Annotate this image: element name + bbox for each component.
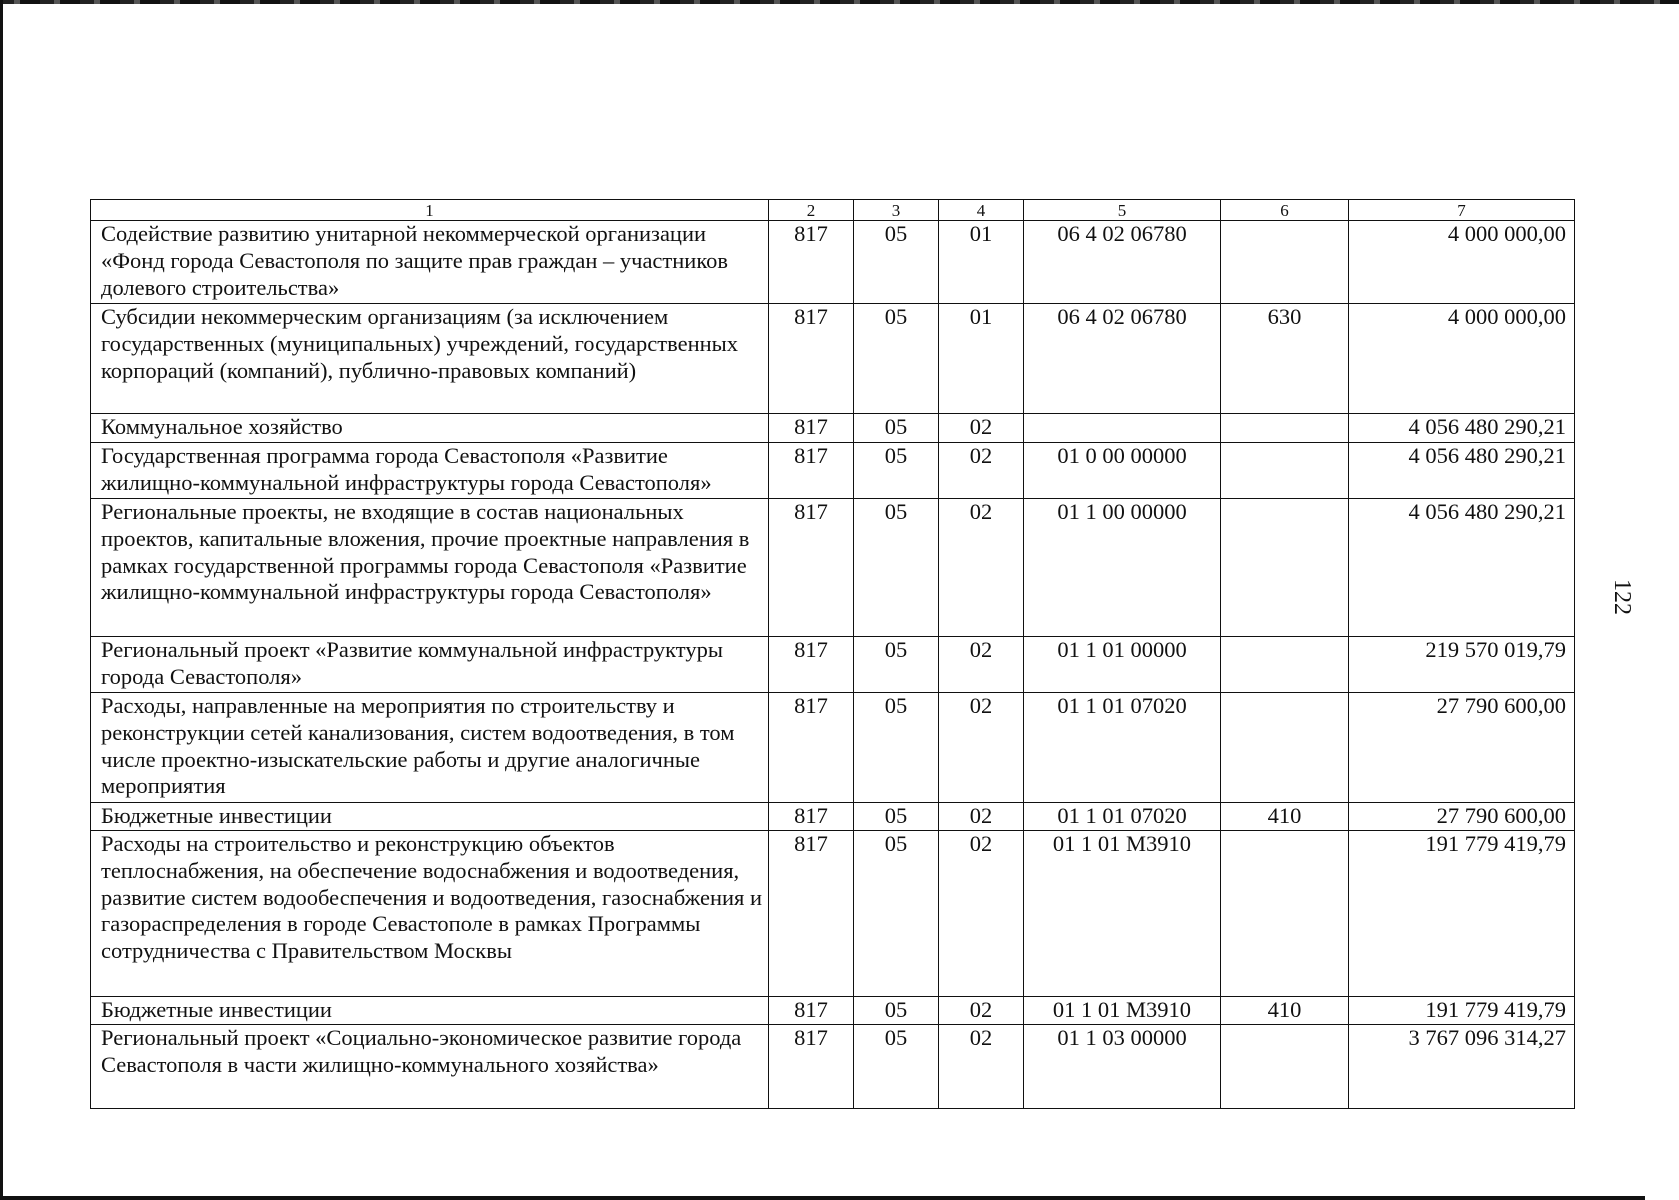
cell-code-3: 05 <box>854 443 939 499</box>
cell-code-5: 01 1 01 07020 <box>1024 803 1221 831</box>
table-row <box>91 414 1575 443</box>
table-row <box>91 997 1575 1025</box>
column-header: 6 <box>1221 200 1349 221</box>
column-header: 2 <box>769 200 854 221</box>
cell-code-4: 02 <box>939 1025 1024 1109</box>
table-row <box>91 221 1575 304</box>
scan-edge-bottom <box>0 1196 1645 1200</box>
table-row <box>91 831 1575 997</box>
cell-code-2: 817 <box>769 221 854 304</box>
cell-code-6: 410 <box>1221 803 1349 831</box>
cell-code-4: 01 <box>939 304 1024 414</box>
row-name: Расходы, направленные на мероприятия по строительству и реконструкции сетей канализования, систем водоотведения, в том числе проектно-изыскательские работы и другие аналогичные мероприятия <box>91 693 769 803</box>
cell-code-5: 06 4 02 06780 <box>1024 221 1221 304</box>
cell-code-2: 817 <box>769 637 854 693</box>
cell-code-4: 02 <box>939 693 1024 803</box>
cell-amount: 3 767 096 314,27 <box>1349 1025 1575 1109</box>
cell-code-3: 05 <box>854 221 939 304</box>
table-row <box>91 693 1575 803</box>
cell-amount: 27 790 600,00 <box>1349 803 1575 831</box>
page-number: 122 <box>1609 579 1635 615</box>
cell-code-6 <box>1221 831 1349 997</box>
cell-code-4: 02 <box>939 499 1024 637</box>
cell-code-2: 817 <box>769 304 854 414</box>
cell-code-2: 817 <box>769 803 854 831</box>
column-header: 1 <box>91 200 769 221</box>
cell-amount: 27 790 600,00 <box>1349 693 1575 803</box>
cell-code-5 <box>1024 414 1221 443</box>
cell-code-4: 02 <box>939 637 1024 693</box>
cell-code-2: 817 <box>769 443 854 499</box>
row-name: Коммунальное хозяйство <box>91 414 769 443</box>
cell-code-3: 05 <box>854 637 939 693</box>
cell-amount: 4 000 000,00 <box>1349 221 1575 304</box>
cell-code-4: 02 <box>939 414 1024 443</box>
cell-amount: 219 570 019,79 <box>1349 637 1575 693</box>
cell-amount: 4 056 480 290,21 <box>1349 499 1575 637</box>
cell-code-4: 02 <box>939 443 1024 499</box>
table-header-row <box>91 200 1575 221</box>
cell-code-3: 05 <box>854 1025 939 1109</box>
cell-amount: 4 056 480 290,21 <box>1349 443 1575 499</box>
budget-table <box>90 199 1575 1109</box>
cell-code-5: 01 1 01 М3910 <box>1024 997 1221 1025</box>
scan-edge-left <box>0 0 3 1200</box>
row-name: Государственная программа города Севастополя «Развитие жилищно-коммунальной инфраструктуры города Севастополя» <box>91 443 769 499</box>
cell-code-5: 01 1 01 07020 <box>1024 693 1221 803</box>
row-name: Бюджетные инвестиции <box>91 803 769 831</box>
table-row <box>91 637 1575 693</box>
cell-code-2: 817 <box>769 1025 854 1109</box>
cell-code-5: 06 4 02 06780 <box>1024 304 1221 414</box>
column-header: 5 <box>1024 200 1221 221</box>
cell-code-6 <box>1221 693 1349 803</box>
cell-code-4: 02 <box>939 831 1024 997</box>
cell-code-6 <box>1221 637 1349 693</box>
column-header: 7 <box>1349 200 1575 221</box>
cell-code-6 <box>1221 1025 1349 1109</box>
row-name: Региональный проект «Социально-экономическое развитие города Севастополя в части жилищно-коммунального хозяйства» <box>91 1025 769 1109</box>
cell-amount: 4 056 480 290,21 <box>1349 414 1575 443</box>
cell-code-4: 01 <box>939 221 1024 304</box>
table-row <box>91 499 1575 637</box>
column-header: 4 <box>939 200 1024 221</box>
cell-code-6: 410 <box>1221 997 1349 1025</box>
column-header: 3 <box>854 200 939 221</box>
cell-code-3: 05 <box>854 499 939 637</box>
cell-code-3: 05 <box>854 693 939 803</box>
cell-amount: 4 000 000,00 <box>1349 304 1575 414</box>
table-row <box>91 443 1575 499</box>
cell-code-5: 01 0 00 00000 <box>1024 443 1221 499</box>
table-row <box>91 304 1575 414</box>
cell-amount: 191 779 419,79 <box>1349 831 1575 997</box>
cell-code-3: 05 <box>854 831 939 997</box>
cell-code-5: 01 1 01 М3910 <box>1024 831 1221 997</box>
table-row <box>91 1025 1575 1109</box>
cell-code-3: 05 <box>854 803 939 831</box>
cell-code-2: 817 <box>769 997 854 1025</box>
cell-code-2: 817 <box>769 831 854 997</box>
cell-code-5: 01 1 00 00000 <box>1024 499 1221 637</box>
scan-edge-top <box>0 0 1679 4</box>
cell-code-5: 01 1 03 00000 <box>1024 1025 1221 1109</box>
cell-code-6 <box>1221 221 1349 304</box>
cell-code-3: 05 <box>854 304 939 414</box>
cell-code-2: 817 <box>769 693 854 803</box>
row-name: Расходы на строительство и реконструкцию объектов теплоснабжения, на обеспечение водоснабжения и водоотведения, развитие систем водообеспечения и водоотведения, газоснабжения и газораспределения в городе Севастополе в рамках Программы сотрудничества с Правительством Москвы <box>91 831 769 997</box>
cell-amount: 191 779 419,79 <box>1349 997 1575 1025</box>
row-name: Субсидии некоммерческим организациям (за исключением государственных (муниципальных) учреждений, государственных корпораций (компаний), публично-правовых компаний) <box>91 304 769 414</box>
row-name: Бюджетные инвестиции <box>91 997 769 1025</box>
cell-code-6 <box>1221 414 1349 443</box>
cell-code-5: 01 1 01 00000 <box>1024 637 1221 693</box>
row-name: Региональные проекты, не входящие в состав национальных проектов, капитальные вложения, прочие проектные направления в рамках государственной программы города Севастополя «Развитие жилищно-коммунальной инфраструктуры города Севастополя» <box>91 499 769 637</box>
row-name: Региональный проект «Развитие коммунальной инфраструктуры города Севастополя» <box>91 637 769 693</box>
cell-code-6: 630 <box>1221 304 1349 414</box>
cell-code-6 <box>1221 443 1349 499</box>
row-name: Содействие развитию унитарной некоммерческой организации «Фонд города Севастополя по защите прав граждан – участников долевого строительства» <box>91 221 769 304</box>
cell-code-3: 05 <box>854 997 939 1025</box>
table-row <box>91 803 1575 831</box>
cell-code-4: 02 <box>939 803 1024 831</box>
cell-code-4: 02 <box>939 997 1024 1025</box>
cell-code-2: 817 <box>769 499 854 637</box>
cell-code-3: 05 <box>854 414 939 443</box>
cell-code-6 <box>1221 499 1349 637</box>
cell-code-2: 817 <box>769 414 854 443</box>
